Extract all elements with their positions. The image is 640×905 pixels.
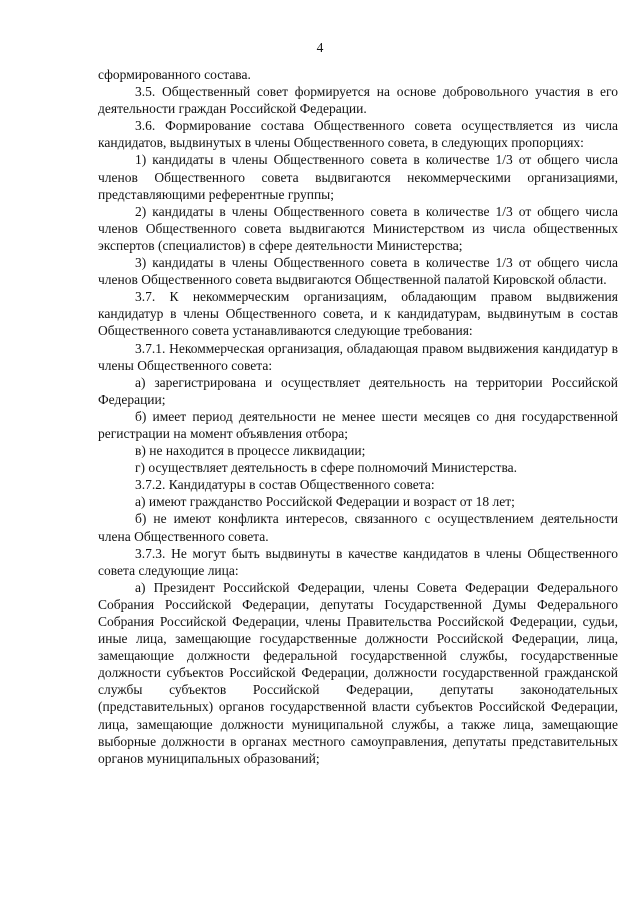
paragraph-continuation: сформированного состава.	[98, 67, 251, 82]
paragraph-3-7-1-a: а) зарегистрирована и осуществляет деятельность на территории Российской Федерации;	[98, 374, 618, 407]
paragraph-3-7-1-v: в) не находится в процессе ликвидации;	[135, 443, 366, 459]
paragraph-3-7-1: 3.7.1. Некоммерческая организация, обладающая правом выдвижения кандидатур в члены Общественного совета:	[98, 340, 618, 373]
paragraph-3-6-item-3: 3) кандидаты в члены Общественного совета в количестве 1/3 от общего числа членов Общественного совета выдвигаются Общественной палатой Кировской области.	[98, 255, 618, 288]
document-body	[98, 66, 618, 767]
page-number: 4	[316, 40, 324, 55]
paragraph-3-6-item-2: 2) кандидаты в члены Общественного совета в количестве 1/3 от общего числа членов Общественного совета выдвигаются Министерством из числа общественных экспертов (специалистов) в сфере деятельности Министерства;	[98, 203, 618, 253]
paragraph-3-5: 3.5. Общественный совет формируется на основе добровольного участия в его деятельности граждан Российской Федерации.	[98, 84, 618, 117]
paragraph-3-6: 3.6. Формирование состава Общественного совета осуществляется из числа кандидатов, выдвинутых в члены Общественного совета, в следующих пропорциях:	[98, 118, 618, 151]
paragraph-3-6-item-1: 1) кандидаты в члены Общественного совета в количестве 1/3 от общего числа членов Общественного совета выдвигаются некоммерческими организациями, представляющими референтные группы;	[98, 152, 618, 202]
paragraph-3-7-2: 3.7.2. Кандидатуры в состав Общественного совета:	[135, 477, 435, 493]
paragraph-3-7: 3.7. К некоммерческим организациям, обладающим правом выдвижения кандидатур в члены Общественного совета, и к кандидатурам, выдвинутым в состав Общественного совета устанавливаются следующие требования:	[98, 289, 618, 339]
paragraph-3-7-2-a: а) имеют гражданство Российской Федерации и возраст от 18 лет;	[135, 494, 515, 510]
paragraph-3-7-1-g: г) осуществляет деятельность в сфере полномочий Министерства.	[135, 460, 518, 476]
paragraph-3-7-2-b: б) не имеют конфликта интересов, связанного с осуществлением деятельности члена Общественного совета.	[98, 511, 618, 544]
paragraph-3-7-3-a: а) Президент Российской Федерации, члены Совета Федерации Федерального Собрания Российской Федерации, депутаты Государственной Думы Федерального Собрания Российской Федерации, члены Правительства Российской Федерации, судьи, иные лица, замещающие государственные должности Российской Федерации, лица, замещающие должности федеральной государственной службы, государственные должности субъектов Российской Федерации, должности государственной гражданской службы субъектов Российской Федерации, депутаты законодательных (представительных) органов государственной власти субъектов Российской Федерации, лица, замещающие должности муниципальной службы, а также лица, замещающие выборные должности в органах местного самоуправления, депутаты представительных органов муниципальных образований;	[98, 579, 618, 766]
paragraph-3-7-3: 3.7.3. Не могут быть выдвинуты в качестве кандидатов в члены Общественного совета следующие лица:	[98, 545, 618, 578]
paragraph-3-7-1-b: б) имеет период деятельности не менее шести месяцев со дня государственной регистрации на момент объявления отбора;	[98, 408, 618, 441]
